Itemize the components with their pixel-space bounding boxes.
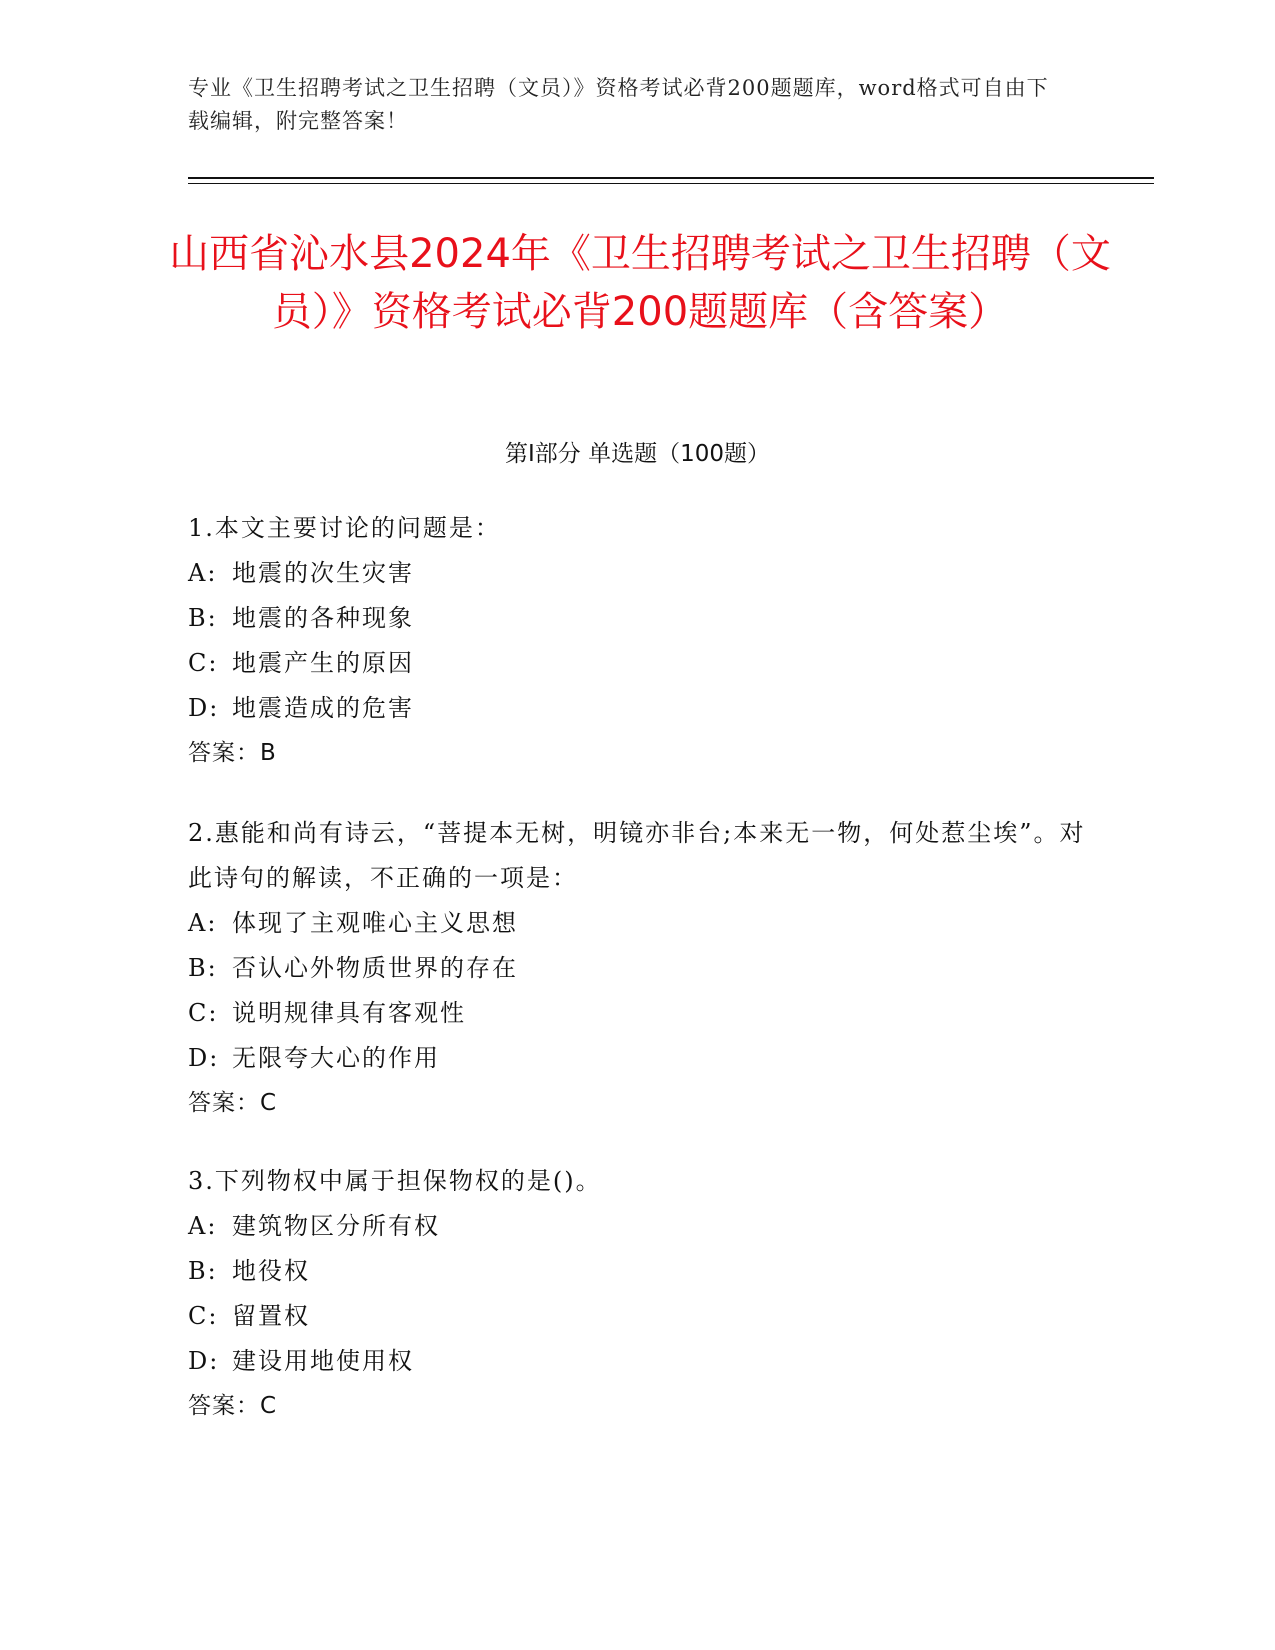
option-c <box>188 991 1088 1036</box>
answer-line: 答案：C <box>188 1393 278 1419</box>
option-letter: C: <box>188 999 219 1027</box>
option-letter: A: <box>188 909 218 937</box>
option-a <box>188 1204 1088 1249</box>
option-text: 建设用地使用权 <box>232 1347 414 1375</box>
option-letter: A: <box>188 559 218 587</box>
option-c <box>188 1294 1088 1339</box>
option-letter: B: <box>188 954 218 982</box>
option-text: 地震的次生灾害 <box>232 559 414 587</box>
option-b <box>188 596 1088 641</box>
option-c <box>188 641 1088 686</box>
header-divider-thin <box>188 183 1154 184</box>
document-title: 山西省沁水县2024年《卫生招聘考试之卫生招聘（文员）》资格考试必背200题题库（含答案） <box>169 231 1111 335</box>
option-letter: D: <box>188 1347 220 1375</box>
option-d <box>188 686 1088 731</box>
option-letter: C: <box>188 1302 219 1330</box>
option-letter: B: <box>188 1257 218 1285</box>
option-d <box>188 1036 1088 1081</box>
option-b <box>188 1249 1088 1294</box>
section-title: 第Ⅰ部分 单选题（100题） <box>505 441 770 467</box>
answer-line: 答案：C <box>188 1090 278 1116</box>
option-letter: B: <box>188 604 218 632</box>
option-text: 否认心外物质世界的存在 <box>232 954 518 982</box>
header-note: 专业《卫生招聘考试之卫生招聘（文员）》资格考试必背200题题库，word格式可自由下载编辑，附完整答案！ <box>188 76 1049 133</box>
option-b <box>188 946 1088 991</box>
option-text: 地役权 <box>232 1257 310 1285</box>
option-letter: D: <box>188 1044 220 1072</box>
option-text: 体现了主观唯心主义思想 <box>232 909 518 937</box>
option-a <box>188 901 1088 946</box>
option-a <box>188 551 1088 596</box>
question-stem: 3.下列物权中属于担保物权的是()。 <box>188 1167 602 1195</box>
header-divider-thick <box>188 177 1154 179</box>
option-text: 说明规律具有客观性 <box>232 999 466 1027</box>
question-2 <box>188 811 1088 1126</box>
option-text: 地震的各种现象 <box>232 604 414 632</box>
option-text: 建筑物区分所有权 <box>232 1212 440 1240</box>
question-stem: 1.本文主要讨论的问题是： <box>188 514 501 542</box>
question-3 <box>188 1159 1088 1429</box>
option-text: 留置权 <box>232 1302 310 1330</box>
option-d <box>188 1339 1088 1384</box>
option-letter: A: <box>188 1212 218 1240</box>
option-text: 地震产生的原因 <box>232 649 414 677</box>
question-stem: 2.惠能和尚有诗云，“菩提本无树，明镜亦非台;本来无一物，何处惹尘埃”。对此诗句的解读，不正确的一项是： <box>188 819 1086 892</box>
question-1 <box>188 506 1088 776</box>
option-text: 地震造成的危害 <box>232 694 414 722</box>
option-text: 无限夸大心的作用 <box>232 1044 440 1072</box>
option-letter: C: <box>188 649 219 677</box>
option-letter: D: <box>188 694 220 722</box>
answer-line: 答案：B <box>188 740 277 766</box>
